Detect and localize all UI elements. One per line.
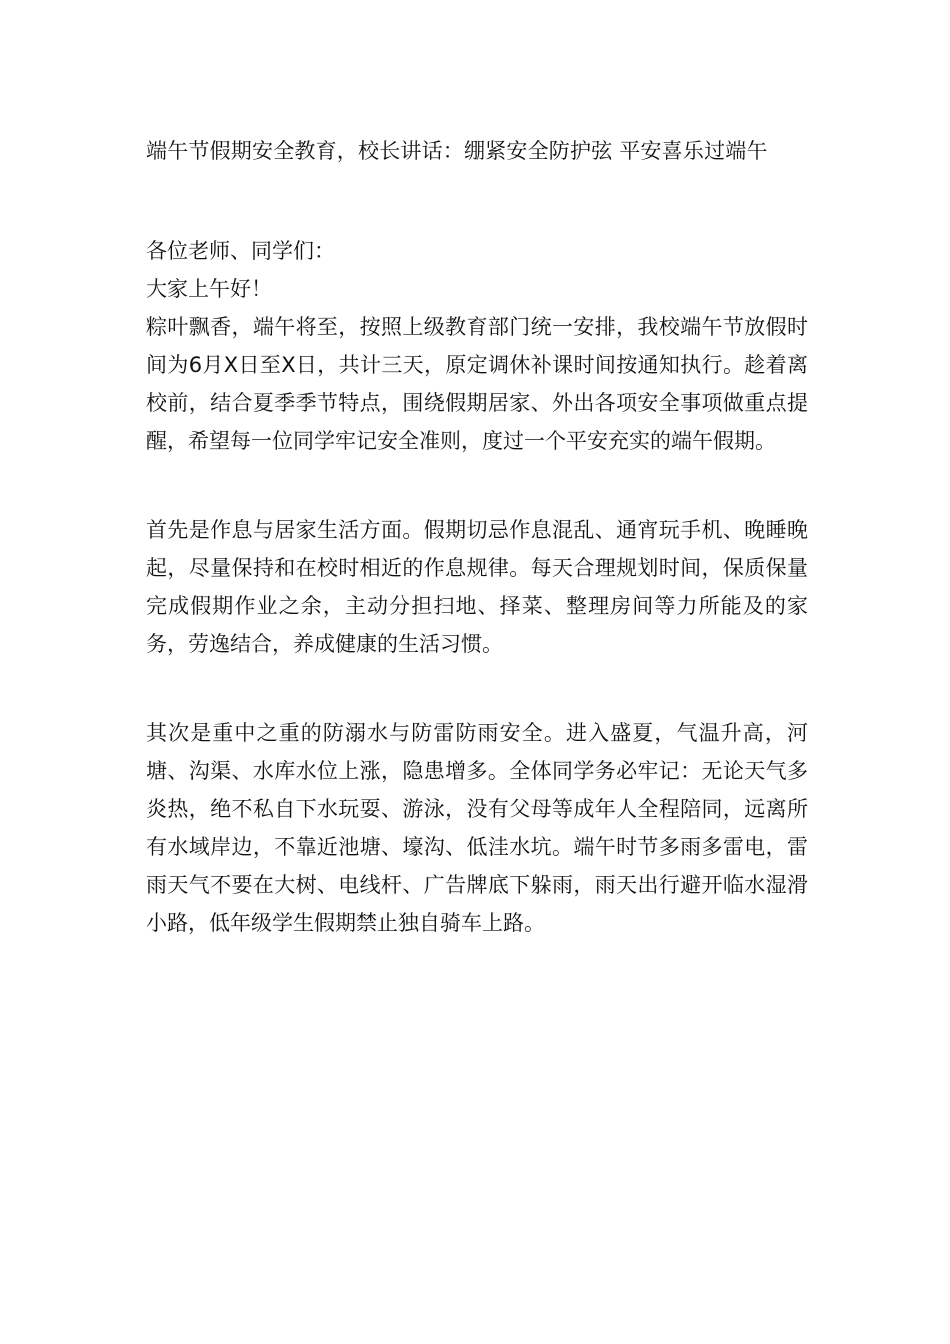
paragraph-intro: 粽叶飘香，端午将至，按照上级教育部门统一安排，我校端午节放假时间为6月X日至X日，共计三天，原定调休补课时间按通知执行。趁着离校前，结合夏季季节特点，围绕假期居家、外出各项安全事项做重点提醒，希望每一位同学牢记安全准则，度过一个平安充实的端午假期。 [146,315,808,453]
paragraph-water-safety: 其次是重中之重的防溺水与防雷防雨安全。进入盛夏，气温升高，河塘、沟渠、水库水位上涨，隐患增多。全体同学务必牢记：无论天气多炎热，绝不私自下水玩耍、游泳，没有父母等成年人全程陪同，远离所有水域岸边，不靠近池塘、壕沟、低洼水坑。端午时节多雨多雷电，雷雨天气不要在大树、电线杆、广告牌底下躲雨，雨天出行避开临水湿滑小路，低年级学生假期禁止独自骑车上路。 [146,721,808,935]
document-body [146,232,808,942]
document-title: 端午节假期安全教育，校长讲话：绷紧安全防护弦 平安喜乐过端午 [146,139,768,163]
paragraph-gap [146,663,808,714]
salutation: 各位老师、同学们： [146,239,335,263]
paragraph-routine: 首先是作息与居家生活方面。假期切忌作息混乱、通宵玩手机、晚睡晚起，尽量保持和在校时相近的作息规律。每天合理规划时间，保质保量完成假期作业之余，主动分担扫地、择菜、整理房间等力所能及的家务，劳逸结合，养成健康的生活习惯。 [146,518,808,656]
paragraph-gap [146,460,808,511]
greeting: 大家上午好！ [146,277,272,301]
